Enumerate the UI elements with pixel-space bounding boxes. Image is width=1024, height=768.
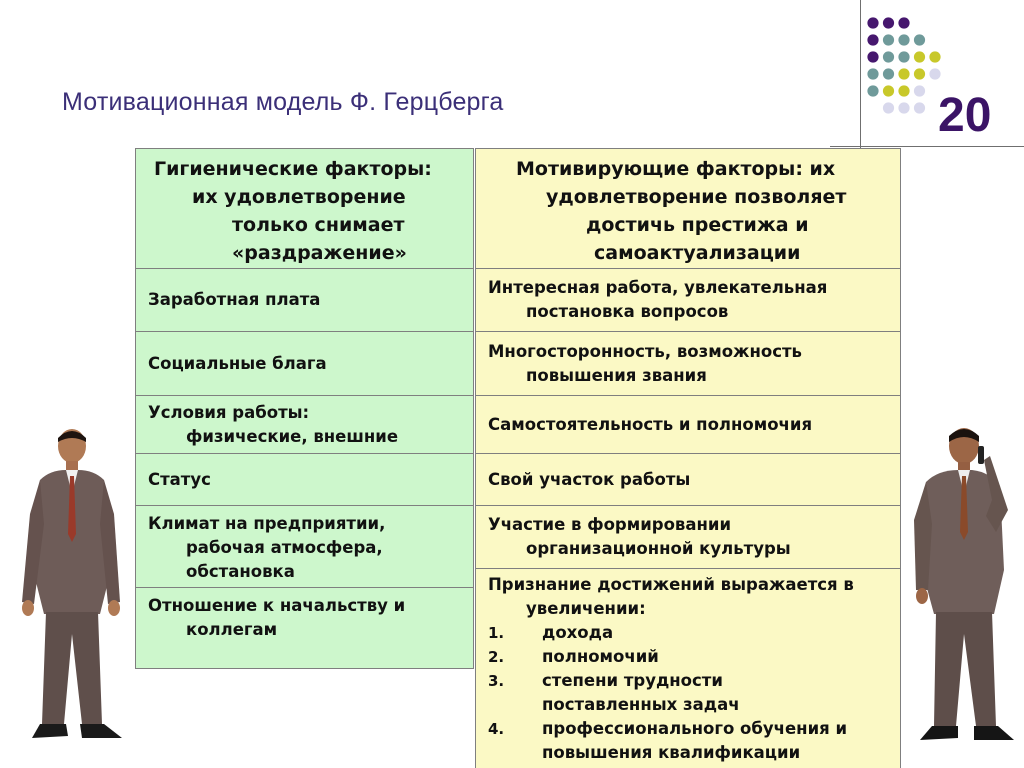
decorative-dot: [898, 102, 909, 113]
decorative-dot: [867, 51, 878, 62]
decorative-dot: [914, 68, 925, 79]
decorative-dot: [898, 17, 909, 28]
list-item-number: 1.: [488, 624, 505, 642]
slide-title: Мотивационная модель Ф. Герцберга: [62, 88, 504, 116]
hygiene-header-line: их удовлетворение: [192, 186, 406, 208]
motivator-row: [475, 454, 901, 506]
list-item-number: 4.: [488, 720, 505, 738]
decorative-dot: [914, 85, 925, 96]
decorative-dot: [883, 34, 894, 45]
list-item: [488, 621, 900, 645]
motivator-row: [475, 269, 901, 332]
motivator-row-text: Самостоятельность и полномочия: [488, 414, 813, 434]
list-item: [488, 669, 900, 693]
hygiene-row: [135, 269, 474, 332]
corner-divider-horizontal: [830, 146, 1024, 147]
hygiene-row-text: Климат на предприятии,: [148, 514, 386, 533]
hygiene-row-text: рабочая атмосфера,: [186, 538, 383, 557]
decorative-dot: [883, 51, 894, 62]
decorative-dot: [883, 102, 894, 113]
motivator-row: [475, 396, 901, 454]
decorative-dot: [883, 17, 894, 28]
hygiene-row: [135, 454, 474, 506]
hygiene-row-text: обстановка: [186, 562, 295, 581]
decorative-dot: [883, 68, 894, 79]
motivator-row-text: Свой участок работы: [488, 469, 691, 489]
motivator-row-text: Участие в формировании: [488, 515, 732, 534]
hygiene-row-text: Статус: [148, 469, 211, 489]
motivators-header-line: достичь престижа и: [586, 214, 809, 236]
list-item-text: полномочий: [542, 647, 659, 666]
decorative-dot: [914, 102, 925, 113]
decorative-dot: [929, 51, 940, 62]
motivators-header-line: удовлетворение позволяет: [546, 186, 847, 208]
list-item-text: профессионального обучения и: [542, 719, 848, 738]
hygiene-row-text: Отношение к начальству и: [148, 596, 406, 615]
decorative-dot: [898, 85, 909, 96]
list-item-text: повышения квалификации: [542, 743, 801, 762]
hygiene-header: [135, 148, 474, 269]
motivators-header: [475, 148, 901, 269]
motivator-row-text: Многосторонность, возможность: [488, 341, 802, 361]
motivator-row: [475, 332, 901, 396]
decorative-dot: [867, 85, 878, 96]
list-item-text: дохода: [542, 623, 614, 642]
hygiene-row: [135, 506, 474, 588]
hygiene-row: [135, 332, 474, 396]
corner-divider-vertical: [860, 0, 861, 148]
motivators-header-line: Мотивирующие факторы: их: [516, 158, 836, 180]
motivator-row-text: повышения звания: [526, 365, 707, 385]
list-item-text: степени трудности: [542, 671, 723, 690]
list-item-number: 3.: [488, 672, 505, 690]
businessman-standing-illustration: [10, 424, 132, 754]
decorative-dot: [883, 85, 894, 96]
page-number: 20: [938, 89, 992, 142]
hygiene-row-text: Заработная плата: [148, 290, 321, 309]
recognition-list: [488, 621, 900, 765]
hygiene-row-text: Социальные блага: [148, 353, 327, 373]
hygiene-row: [135, 588, 474, 669]
decorative-dot: [867, 34, 878, 45]
hygiene-row-text: Условия работы:: [148, 402, 310, 422]
motivators-header-line: самоактуализации: [594, 242, 801, 264]
hygiene-row-text: физические, внешние: [186, 426, 399, 446]
list-item-text: поставленных задач: [542, 695, 740, 714]
list-item: [488, 717, 900, 741]
list-item-number: 2.: [488, 648, 505, 666]
decorative-dot: [898, 51, 909, 62]
recognition-text: Признание достижений выражается в: [488, 575, 854, 594]
decorative-dot: [929, 68, 940, 79]
decorative-dot: [867, 17, 878, 28]
list-item-number: [488, 693, 542, 717]
decorative-dot: [898, 34, 909, 45]
decorative-dot-grid: [866, 16, 946, 136]
hygiene-row: [135, 396, 474, 454]
motivating-factors-column: [475, 148, 901, 768]
list-item: [488, 693, 900, 717]
list-item-number: [488, 741, 542, 765]
list-item: [488, 741, 900, 765]
decorative-dot: [914, 34, 925, 45]
hygiene-factors-column: [135, 148, 474, 669]
decorative-dot: [914, 51, 925, 62]
hygiene-header-line: «раздражение»: [232, 242, 407, 264]
motivator-row: [475, 506, 901, 569]
hygiene-header-line: только снимает: [232, 214, 405, 236]
motivator-row-text: постановка вопросов: [526, 302, 729, 321]
list-item: [488, 645, 900, 669]
recognition-text: увеличении:: [526, 599, 646, 618]
recognition-row: [475, 569, 901, 768]
businessman-phone-illustration: [900, 420, 1018, 754]
motivator-row-text: организационной культуры: [526, 539, 791, 558]
decorative-dot: [898, 68, 909, 79]
hygiene-row-text: коллегам: [186, 620, 278, 639]
motivator-row-text: Интересная работа, увлекательная: [488, 278, 828, 297]
hygiene-header-line: Гигиенические факторы:: [154, 158, 432, 180]
decorative-dot: [867, 68, 878, 79]
